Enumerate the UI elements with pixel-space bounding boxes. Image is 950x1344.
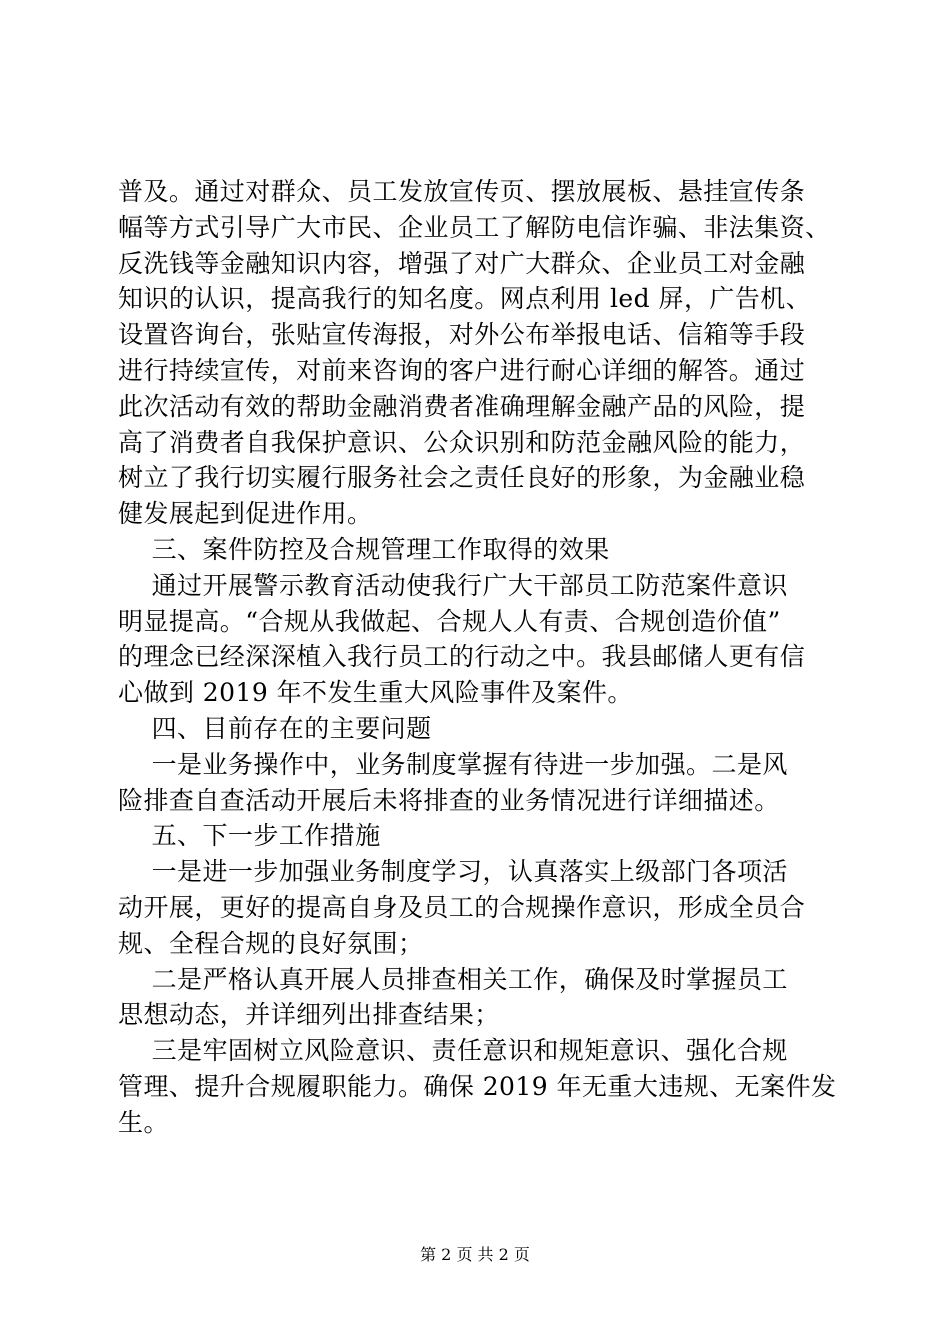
text-line: 一是业务操作中，业务制度掌握有待进一步加强。二是风 <box>118 749 788 779</box>
text-line: 心做到 2019 年不发生重大风险事件及案件。 <box>118 678 633 708</box>
text-line: 高了消费者自我保护意识、公众识别和防范金融风险的能力， <box>118 427 806 457</box>
text-line: 进行持续宣传，对前来咨询的客户进行耐心详细的解答。通过 <box>118 355 806 385</box>
text-line: 四、目前存在的主要问题 <box>118 713 432 743</box>
text-line: 反洗钱等金融知识内容，增强了对广大群众、企业员工对金融 <box>118 248 806 278</box>
text-line: 三是牢固树立风险意识、责任意识和规矩意识、强化合规 <box>118 1036 788 1066</box>
text-line: 普及。通过对群众、员工发放宣传页、摆放展板、悬挂宣传条 <box>118 177 806 206</box>
text-line: 的理念已经深深植入我行员工的行动之中。我县邮储人更有信 <box>118 642 806 672</box>
text-line: 险排查自查活动开展后未将排查的业务情况进行详细描述。 <box>118 785 780 815</box>
text-line: 一是进一步加强业务制度学习，认真落实上级部门各项活 <box>118 857 788 887</box>
text-line: 知识的认识，提高我行的知名度。网点利用 led 屏，广告机、 <box>118 284 812 314</box>
text-line: 管理、提升合规履职能力。确保 2019 年无重大违规、无案件发 <box>118 1071 837 1101</box>
text-line: 此次活动有效的帮助金融消费者准确理解金融产品的风险，提 <box>118 391 806 421</box>
text-line: 动开展，更好的提高自身及员工的合规操作意识，形成全员合 <box>118 892 806 922</box>
text-line: 规、全程合规的良好氛围； <box>118 928 424 958</box>
text-line: 生。 <box>118 1107 169 1137</box>
text-line: 设置咨询台，张贴宣传海报，对外公布举报电话、信箱等手段 <box>118 320 806 350</box>
text-line: 三、案件防控及合规管理工作取得的效果 <box>118 534 610 564</box>
document-body <box>118 174 838 1141</box>
text-line: 树立了我行切实履行服务社会之责任良好的形象，为金融业稳 <box>118 463 806 493</box>
text-line: 二是严格认真开展人员排查相关工作，确保及时掌握员工 <box>118 964 788 994</box>
text-line: 明显提高。“合规从我做起、合规人人有责、合规创造价值” <box>118 606 781 636</box>
text-line: 健发展起到促进作用。 <box>118 499 373 529</box>
page-footer: 第 2 页 共 2 页 <box>420 1245 530 1264</box>
text-line: 五、下一步工作措施 <box>118 821 381 851</box>
text-line: 思想动态，并详细列出排查结果； <box>118 1000 500 1030</box>
text-line: 幅等方式引导广大市民、企业员工了解防电信诈骗、非法集资、 <box>118 212 831 242</box>
text-line: 通过开展警示教育活动使我行广大干部员工防范案件意识 <box>118 570 788 600</box>
